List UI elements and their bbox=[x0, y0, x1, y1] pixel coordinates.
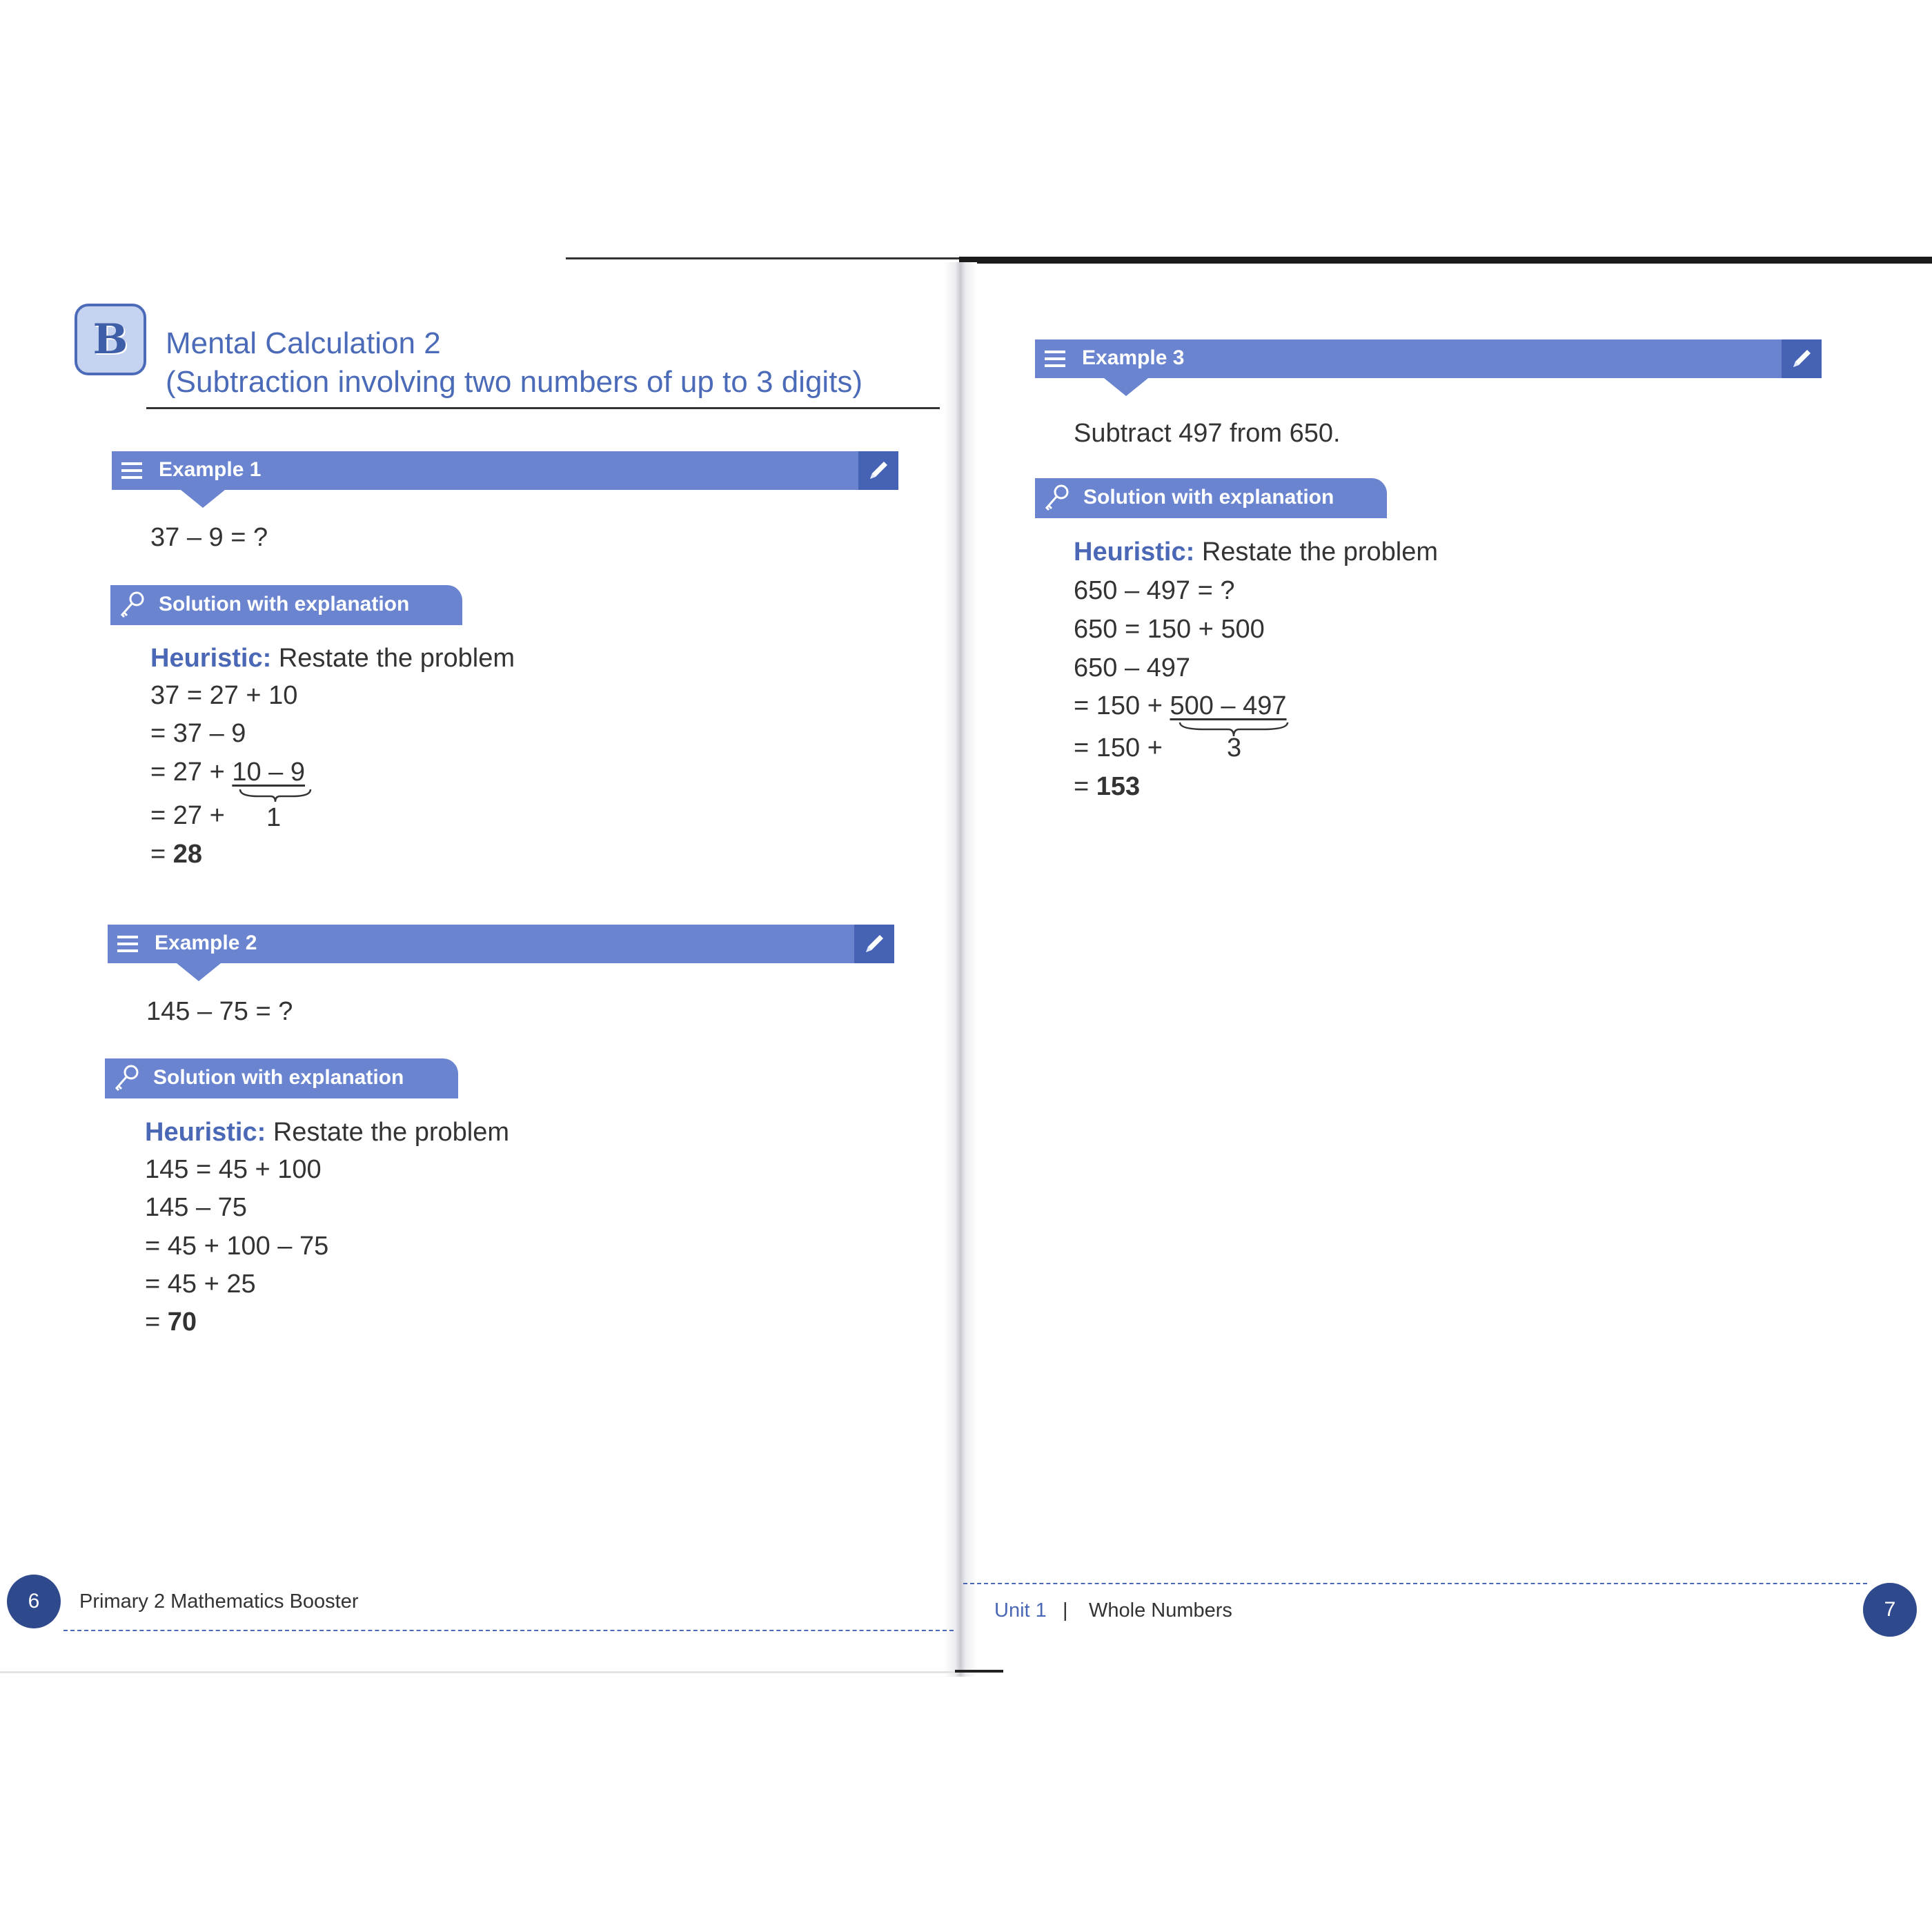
example2-question: 145 – 75 = ? bbox=[146, 997, 293, 1026]
example1-banner bbox=[112, 451, 898, 490]
menu-icon bbox=[115, 931, 139, 956]
page-number-right: 7 bbox=[1863, 1583, 1917, 1637]
key-icon bbox=[1041, 482, 1072, 514]
pencil-icon[interactable] bbox=[858, 451, 898, 490]
example1-step bbox=[150, 756, 305, 789]
example1-step: = 27 + bbox=[150, 801, 225, 830]
page-number-left: 6 bbox=[7, 1575, 61, 1628]
example3-step: = 150 + bbox=[1074, 733, 1163, 762]
example3-step: 650 = 150 + 500 bbox=[1074, 615, 1265, 644]
example1-step: 37 = 27 + 10 bbox=[150, 681, 298, 710]
example3-step: 650 – 497 = ? bbox=[1074, 576, 1235, 605]
step-prefix: = 150 + bbox=[1074, 691, 1170, 720]
key-icon bbox=[110, 1063, 142, 1094]
pencil-icon[interactable] bbox=[854, 925, 894, 963]
example1-question: 37 – 9 = ? bbox=[150, 523, 268, 552]
example3-banner bbox=[1035, 339, 1822, 378]
right-page bbox=[959, 259, 1932, 1673]
example1-solution-label: Solution with explanation bbox=[159, 593, 410, 615]
example2-answer bbox=[145, 1305, 197, 1339]
example2-heuristic bbox=[145, 1116, 509, 1149]
example2-solution-label: Solution with explanation bbox=[153, 1066, 404, 1089]
section-title bbox=[166, 324, 862, 402]
page-top-edge bbox=[566, 257, 959, 259]
example1-answer bbox=[150, 838, 202, 871]
heuristic-text: Restate the problem bbox=[273, 1118, 510, 1147]
banner-pointer bbox=[1104, 378, 1148, 396]
footer-unit: Unit 1 bbox=[994, 1599, 1047, 1621]
section-title-line1: Mental Calculation 2 bbox=[166, 326, 441, 360]
example3-question: Subtract 497 from 650. bbox=[1074, 419, 1341, 448]
example1-step: = 37 – 9 bbox=[150, 719, 246, 748]
example1-label: Example 1 bbox=[159, 458, 262, 481]
footer-dashed-line bbox=[963, 1583, 1867, 1584]
heuristic-label: Heuristic: bbox=[150, 644, 272, 673]
section-title-line2: (Subtraction involving two numbers of up to 3 digits) bbox=[166, 365, 863, 399]
example2-banner bbox=[108, 925, 894, 963]
example2-step: 145 = 45 + 100 bbox=[145, 1155, 322, 1184]
banner-pointer bbox=[177, 963, 221, 981]
example3-step bbox=[1074, 689, 1287, 722]
footer-book-title: Primary 2 Mathematics Booster bbox=[79, 1590, 359, 1613]
answer-prefix: = bbox=[150, 840, 173, 869]
underlined-term: 500 – 497 bbox=[1170, 691, 1287, 720]
pencil-icon[interactable] bbox=[1782, 339, 1822, 378]
example3-label: Example 3 bbox=[1082, 346, 1185, 369]
example2-solution-banner bbox=[105, 1058, 458, 1098]
example3-solution-label: Solution with explanation bbox=[1083, 486, 1334, 509]
footer-dashed-line bbox=[63, 1630, 954, 1631]
example2-step: 145 – 75 bbox=[145, 1193, 247, 1222]
heuristic-label: Heuristic: bbox=[1074, 538, 1195, 566]
answer-prefix: = bbox=[1074, 772, 1096, 801]
example2-step: = 45 + 25 bbox=[145, 1270, 256, 1299]
banner-pointer bbox=[181, 490, 225, 508]
footer-unit-title: Whole Numbers bbox=[1089, 1599, 1232, 1621]
key-icon bbox=[116, 589, 148, 621]
answer-value: 70 bbox=[167, 1308, 197, 1337]
example3-step: 650 – 497 bbox=[1074, 653, 1191, 682]
example3-answer bbox=[1074, 770, 1140, 803]
menu-icon bbox=[1042, 346, 1067, 371]
example3-heuristic bbox=[1074, 535, 1438, 569]
underlined-term: 10 – 9 bbox=[232, 758, 305, 787]
book-gutter bbox=[944, 262, 977, 1677]
footer-separator: | bbox=[1063, 1599, 1068, 1621]
section-underline bbox=[146, 407, 940, 409]
example3-solution-banner bbox=[1035, 478, 1387, 518]
page-top-edge-right bbox=[959, 257, 1932, 264]
answer-value: 28 bbox=[172, 840, 203, 869]
heuristic-text: Restate the problem bbox=[1201, 538, 1439, 566]
menu-icon bbox=[119, 458, 144, 483]
section-badge bbox=[75, 304, 146, 375]
heuristic-label: Heuristic: bbox=[145, 1118, 266, 1147]
brace-result: 3 bbox=[1227, 733, 1242, 762]
example1-solution-banner bbox=[110, 585, 462, 625]
example2-label: Example 2 bbox=[155, 931, 257, 954]
page-bottom-edge bbox=[0, 1671, 959, 1673]
heuristic-text: Restate the problem bbox=[278, 644, 515, 673]
example1-heuristic bbox=[150, 642, 515, 675]
answer-prefix: = bbox=[145, 1308, 168, 1337]
page-bottom-edge-right bbox=[955, 1670, 1003, 1673]
example2-step: = 45 + 100 – 75 bbox=[145, 1232, 329, 1261]
step-prefix: = 27 + bbox=[150, 758, 233, 787]
section-badge-letter: B bbox=[92, 315, 128, 364]
brace-result: 1 bbox=[266, 803, 282, 832]
answer-value: 153 bbox=[1096, 772, 1141, 801]
